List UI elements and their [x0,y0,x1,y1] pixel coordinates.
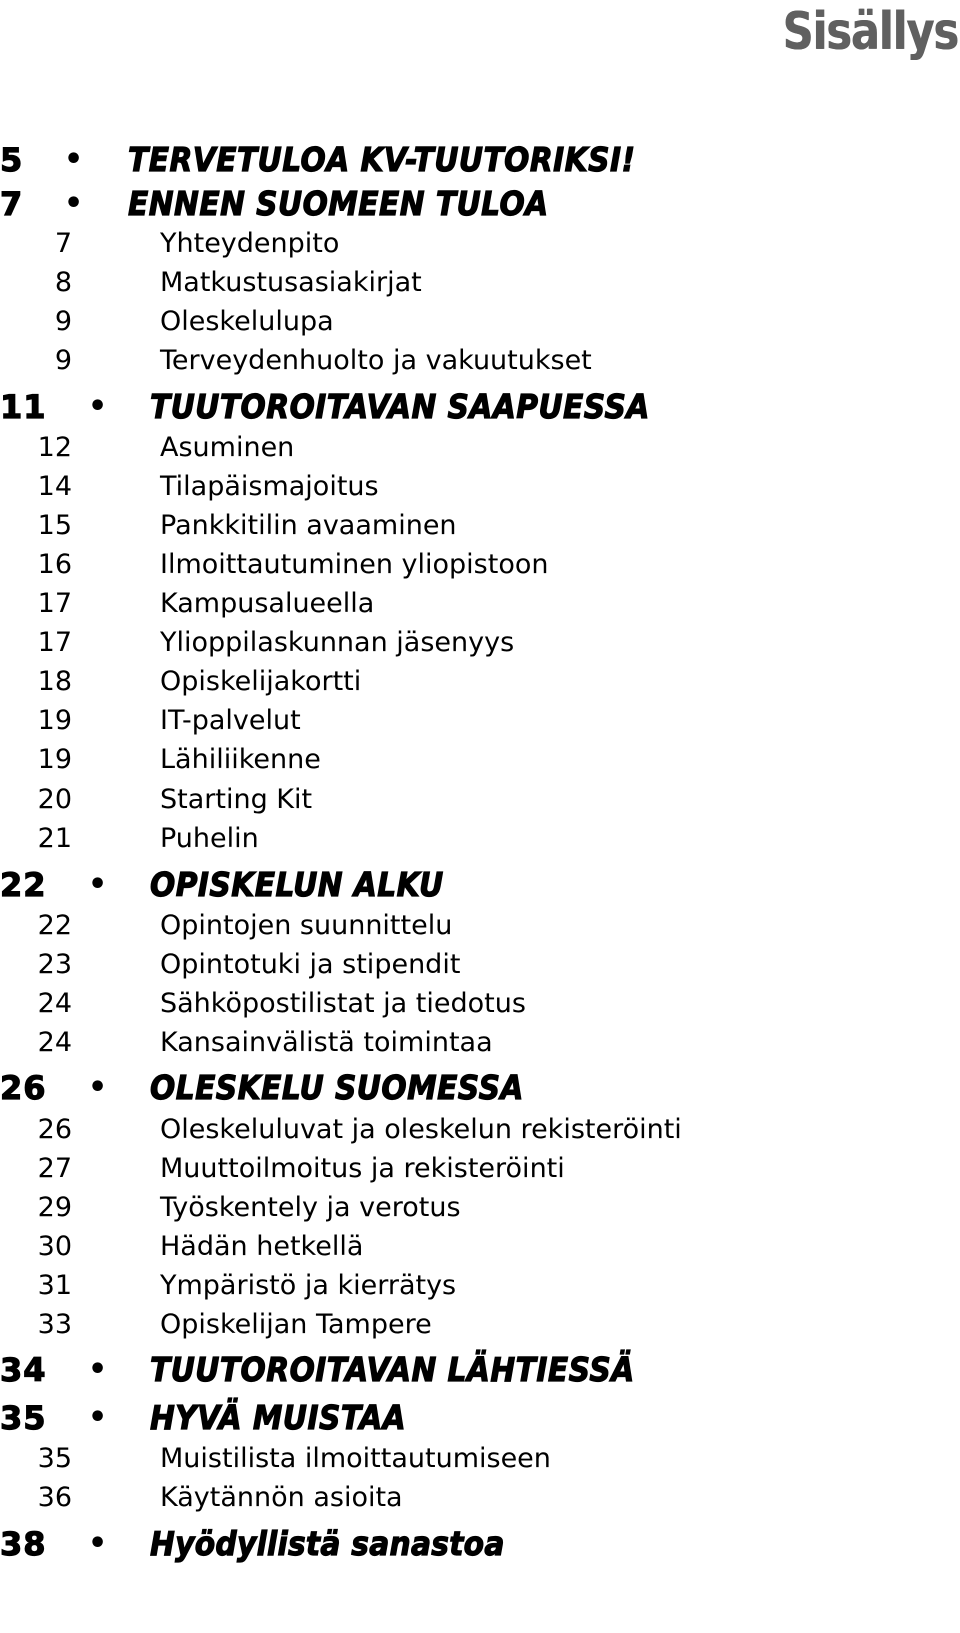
entry-page-number: 15 [37,510,72,541]
entry-title: Oleskeluluvat ja oleskelun rekisteröinti [160,1114,682,1145]
bullet-icon: • [64,186,84,221]
entry-title: Opintotuki ja stipendit [160,949,461,980]
entry-title: Asuminen [160,432,295,463]
entry-title: Tilapäismajoitus [160,471,379,502]
bullet-icon: • [88,1526,108,1561]
entry-title: Starting Kit [160,784,313,815]
entry-page-number: 35 [37,1443,72,1474]
entry-page-number: 29 [37,1192,72,1223]
entry-title: Ylioppilaskunnan jäsenyys [160,627,515,658]
entry-title: Matkustusasiakirjat [160,267,422,298]
entry-title: Opiskelijakortti [160,666,362,697]
entry-page-number: 19 [37,744,72,775]
toc-entry[interactable] [0,1227,960,1267]
entry-page-number: 31 [37,1270,72,1301]
toc-entry[interactable] [0,1149,960,1189]
bullet-icon: • [88,389,108,424]
bullet-icon: • [88,867,108,902]
section-page-number: 35 [0,1399,47,1437]
entry-title: Työskentely ja verotus [160,1192,461,1223]
entry-page-number: 21 [37,823,72,854]
entry-title: Muuttoilmoitus ja rekisteröinti [160,1153,565,1184]
section-title: ENNEN SUOMEEN TULOA [128,184,549,223]
entry-page-number: 24 [37,988,72,1019]
section-title: OLESKELU SUOMESSA [150,1068,524,1107]
toc-entry[interactable] [0,1478,960,1518]
entry-page-number: 20 [37,784,72,815]
entry-title: Muistilista ilmoittautumiseen [160,1443,551,1474]
toc-entry[interactable] [0,224,960,264]
toc-entry[interactable] [0,302,960,342]
entry-page-number: 16 [37,549,72,580]
entry-page-number: 12 [37,432,72,463]
toc-section[interactable] [0,138,960,178]
toc-entry[interactable] [0,584,960,624]
entry-title: Käytännön asioita [160,1482,403,1513]
toc-entry[interactable] [0,263,960,303]
bullet-icon: • [88,1352,108,1387]
section-title: TUUTOROITAVAN SAAPUESSA [150,387,650,426]
toc-entry[interactable] [0,906,960,946]
entry-page-number: 33 [37,1309,72,1340]
toc-section[interactable] [0,1522,960,1562]
entry-title: Opiskelijan Tampere [160,1309,432,1340]
entry-page-number: 7 [54,228,72,259]
entry-title: IT-palvelut [160,705,301,736]
section-title: OPISKELUN ALKU [150,865,444,904]
bullet-icon: • [88,1400,108,1435]
entry-page-number: 9 [54,345,72,376]
toc-entry[interactable] [0,945,960,985]
entry-page-number: 22 [37,910,72,941]
entry-page-number: 18 [37,666,72,697]
section-page-number: 26 [0,1069,47,1107]
entry-page-number: 17 [37,588,72,619]
entry-page-number: 23 [37,949,72,980]
toc-section[interactable] [0,863,960,903]
toc-entry[interactable] [0,1439,960,1479]
entry-title: Yhteydenpito [160,228,340,259]
entry-page-number: 36 [37,1482,72,1513]
entry-title: Opintojen suunnittelu [160,910,453,941]
entry-title: Oleskelulupa [160,306,334,337]
entry-title: Ilmoittautuminen yliopistoon [160,549,549,580]
toc-entry[interactable] [0,545,960,585]
toc-entry[interactable] [0,780,960,820]
entry-title: Pankkitilin avaaminen [160,510,457,541]
entry-page-number: 17 [37,627,72,658]
section-page-number: 22 [0,866,47,904]
entry-title: Kampusalueella [160,588,375,619]
toc-entry[interactable] [0,341,960,381]
section-page-number: 34 [0,1351,47,1389]
section-title: TERVETULOA KV-TUUTORIKSI! [128,140,636,179]
toc-section[interactable] [0,1348,960,1388]
section-page-number: 11 [0,388,47,426]
toc-section[interactable] [0,385,960,425]
entry-page-number: 26 [37,1114,72,1145]
entry-title: Kansainvälistä toimintaa [160,1027,493,1058]
toc-section[interactable] [0,1396,960,1436]
toc-entry[interactable] [0,506,960,546]
entry-title: Sähköpostilistat ja tiedotus [160,988,526,1019]
toc-entry[interactable] [0,740,960,780]
entry-page-number: 9 [54,306,72,337]
entry-page-number: 30 [37,1231,72,1262]
entry-page-number: 27 [37,1153,72,1184]
toc-entry[interactable] [0,623,960,663]
entry-title: Puhelin [160,823,259,854]
toc-entry[interactable] [0,1266,960,1306]
entry-title: Ympäristö ja kierrätys [160,1270,457,1301]
entry-page-number: 24 [37,1027,72,1058]
section-title: Hyödyllistä sanastoa [150,1524,505,1563]
section-page-number: 5 [0,141,24,179]
entry-page-number: 8 [54,267,72,298]
bullet-icon: • [64,142,84,177]
page-title: Sisällys [782,2,958,62]
section-page-number: 38 [0,1525,47,1563]
entry-title: Hädän hetkellä [160,1231,364,1262]
toc-entry[interactable] [0,984,960,1024]
entry-page-number: 14 [37,471,72,502]
toc-entry[interactable] [0,819,960,859]
entry-page-number: 19 [37,705,72,736]
entry-title: Terveydenhuolto ja vakuutukset [160,345,592,376]
toc-entry[interactable] [0,662,960,702]
section-title: TUUTOROITAVAN LÄHTIESSÄ [150,1350,635,1389]
toc-entry[interactable] [0,428,960,468]
toc-entry[interactable] [0,1188,960,1228]
toc-entry[interactable] [0,1305,960,1345]
toc-section[interactable] [0,182,960,222]
section-page-number: 7 [0,185,24,223]
toc-entry[interactable] [0,1110,960,1150]
section-title: HYVÄ MUISTAA [150,1398,407,1437]
entry-title: Lähiliikenne [160,744,321,775]
toc-entry[interactable] [0,1023,960,1063]
bullet-icon: • [88,1070,108,1105]
toc-entry[interactable] [0,701,960,741]
toc-entry[interactable] [0,467,960,507]
toc-section[interactable] [0,1066,960,1106]
